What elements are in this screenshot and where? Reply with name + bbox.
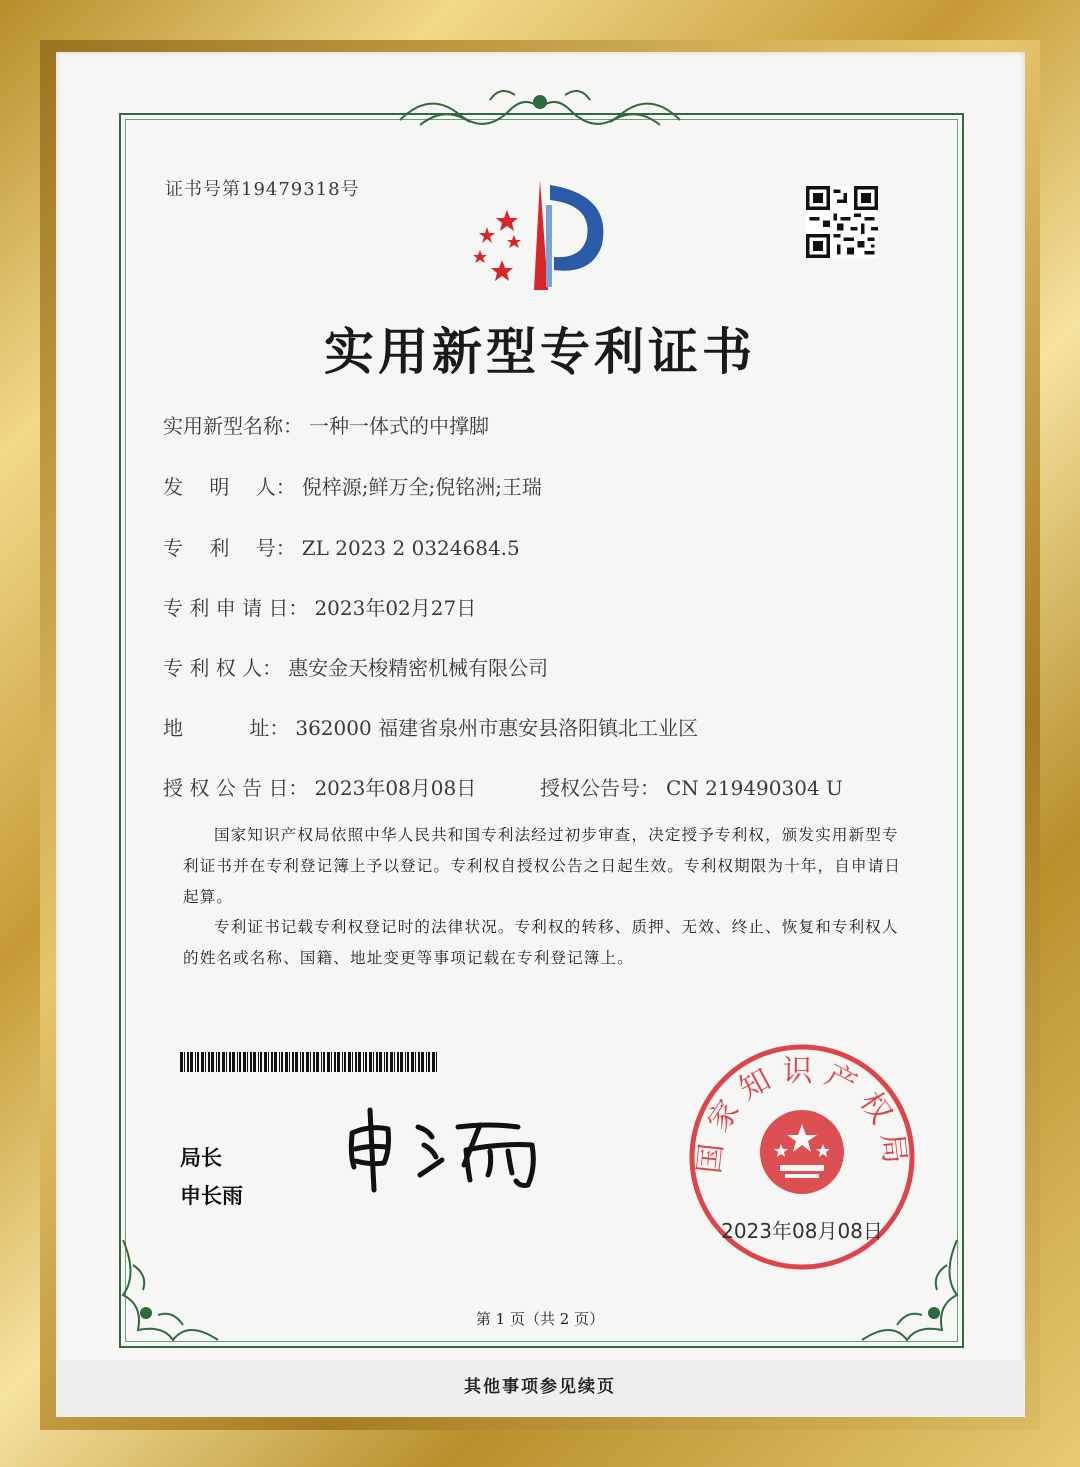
grant-date-label: 授 权 公 告 日：: [163, 776, 309, 800]
page-number: 第 1 页（共 2 页）: [475, 1310, 605, 1328]
filing-date-label: 专 利 申 请 日：: [163, 596, 309, 620]
barcode-icon: [180, 1052, 440, 1072]
filing-date-row: [163, 592, 476, 621]
utility-model-name-row: [163, 410, 489, 439]
footer-note: 其他事项参见续页: [464, 1377, 616, 1397]
handwritten-signature-icon: [340, 1105, 560, 1195]
utility-model-name-value: 一种一体式的中撑脚: [309, 414, 489, 438]
filing-date-value: 2023年02月27日: [314, 596, 477, 620]
cnipa-logo-icon: [462, 175, 622, 295]
body-paragraph-1: 国家知识产权局依照中华人民共和国专利法经过初步审查，决定授予专利权，颁发实用新型专利证书并在专利登记簿上予以登记。专利权自授权公告之日起生效。专利权期限为十年，自申请日起算。: [183, 826, 902, 906]
address-row: [163, 712, 698, 741]
address-label: 地 址：: [163, 716, 290, 740]
certificate-title: 实用新型专利证书: [324, 323, 756, 381]
grant-date-value: 2023年08月08日: [314, 776, 477, 800]
patent-number-label: 专 利 号：: [163, 536, 296, 560]
inventor-value: 倪梓源;鲜万全;倪铭洲;王瑞: [301, 475, 542, 499]
patent-number-value: ZL 2023 2 0324684.5: [301, 536, 520, 560]
utility-model-name-label: 实用新型名称：: [163, 414, 303, 438]
qr-code-icon: [806, 186, 878, 258]
director-name: 申长雨: [180, 1184, 243, 1208]
grant-number-row: [540, 772, 843, 801]
body-paragraph-2: 专利证书记载专利权登记时的法律状况。专利权的转移、质押、无效、终止、恢复和专利权人的姓名或名称、国籍、地址变更等事项记载在专利登记簿上。: [183, 918, 899, 967]
top-ornament-icon: [390, 80, 690, 140]
patentee-value: 惠安金天梭精密机械有限公司: [288, 656, 549, 680]
patent-number-row: [163, 532, 520, 561]
patentee-row: [163, 652, 548, 681]
patentee-label: 专 利 权 人：: [163, 656, 283, 680]
grant-number-value: CN 219490304 U: [666, 776, 843, 800]
inventor-label: 发 明 人：: [163, 475, 296, 499]
grant-number-label: 授权公告号：: [540, 776, 660, 800]
official-seal-icon: [685, 1040, 920, 1275]
certificate-number: 证书号第19479318号: [165, 179, 360, 200]
seal-date: 2023年08月08日: [721, 1219, 883, 1243]
grant-date-row: [163, 772, 476, 801]
director-title: 局长: [180, 1146, 222, 1170]
svg-text:国家知识产权局: 国家知识产权局: [691, 1054, 914, 1176]
address-value: 362000 福建省泉州市惠安县洛阳镇北工业区: [295, 716, 699, 740]
inventor-row: [163, 471, 542, 500]
